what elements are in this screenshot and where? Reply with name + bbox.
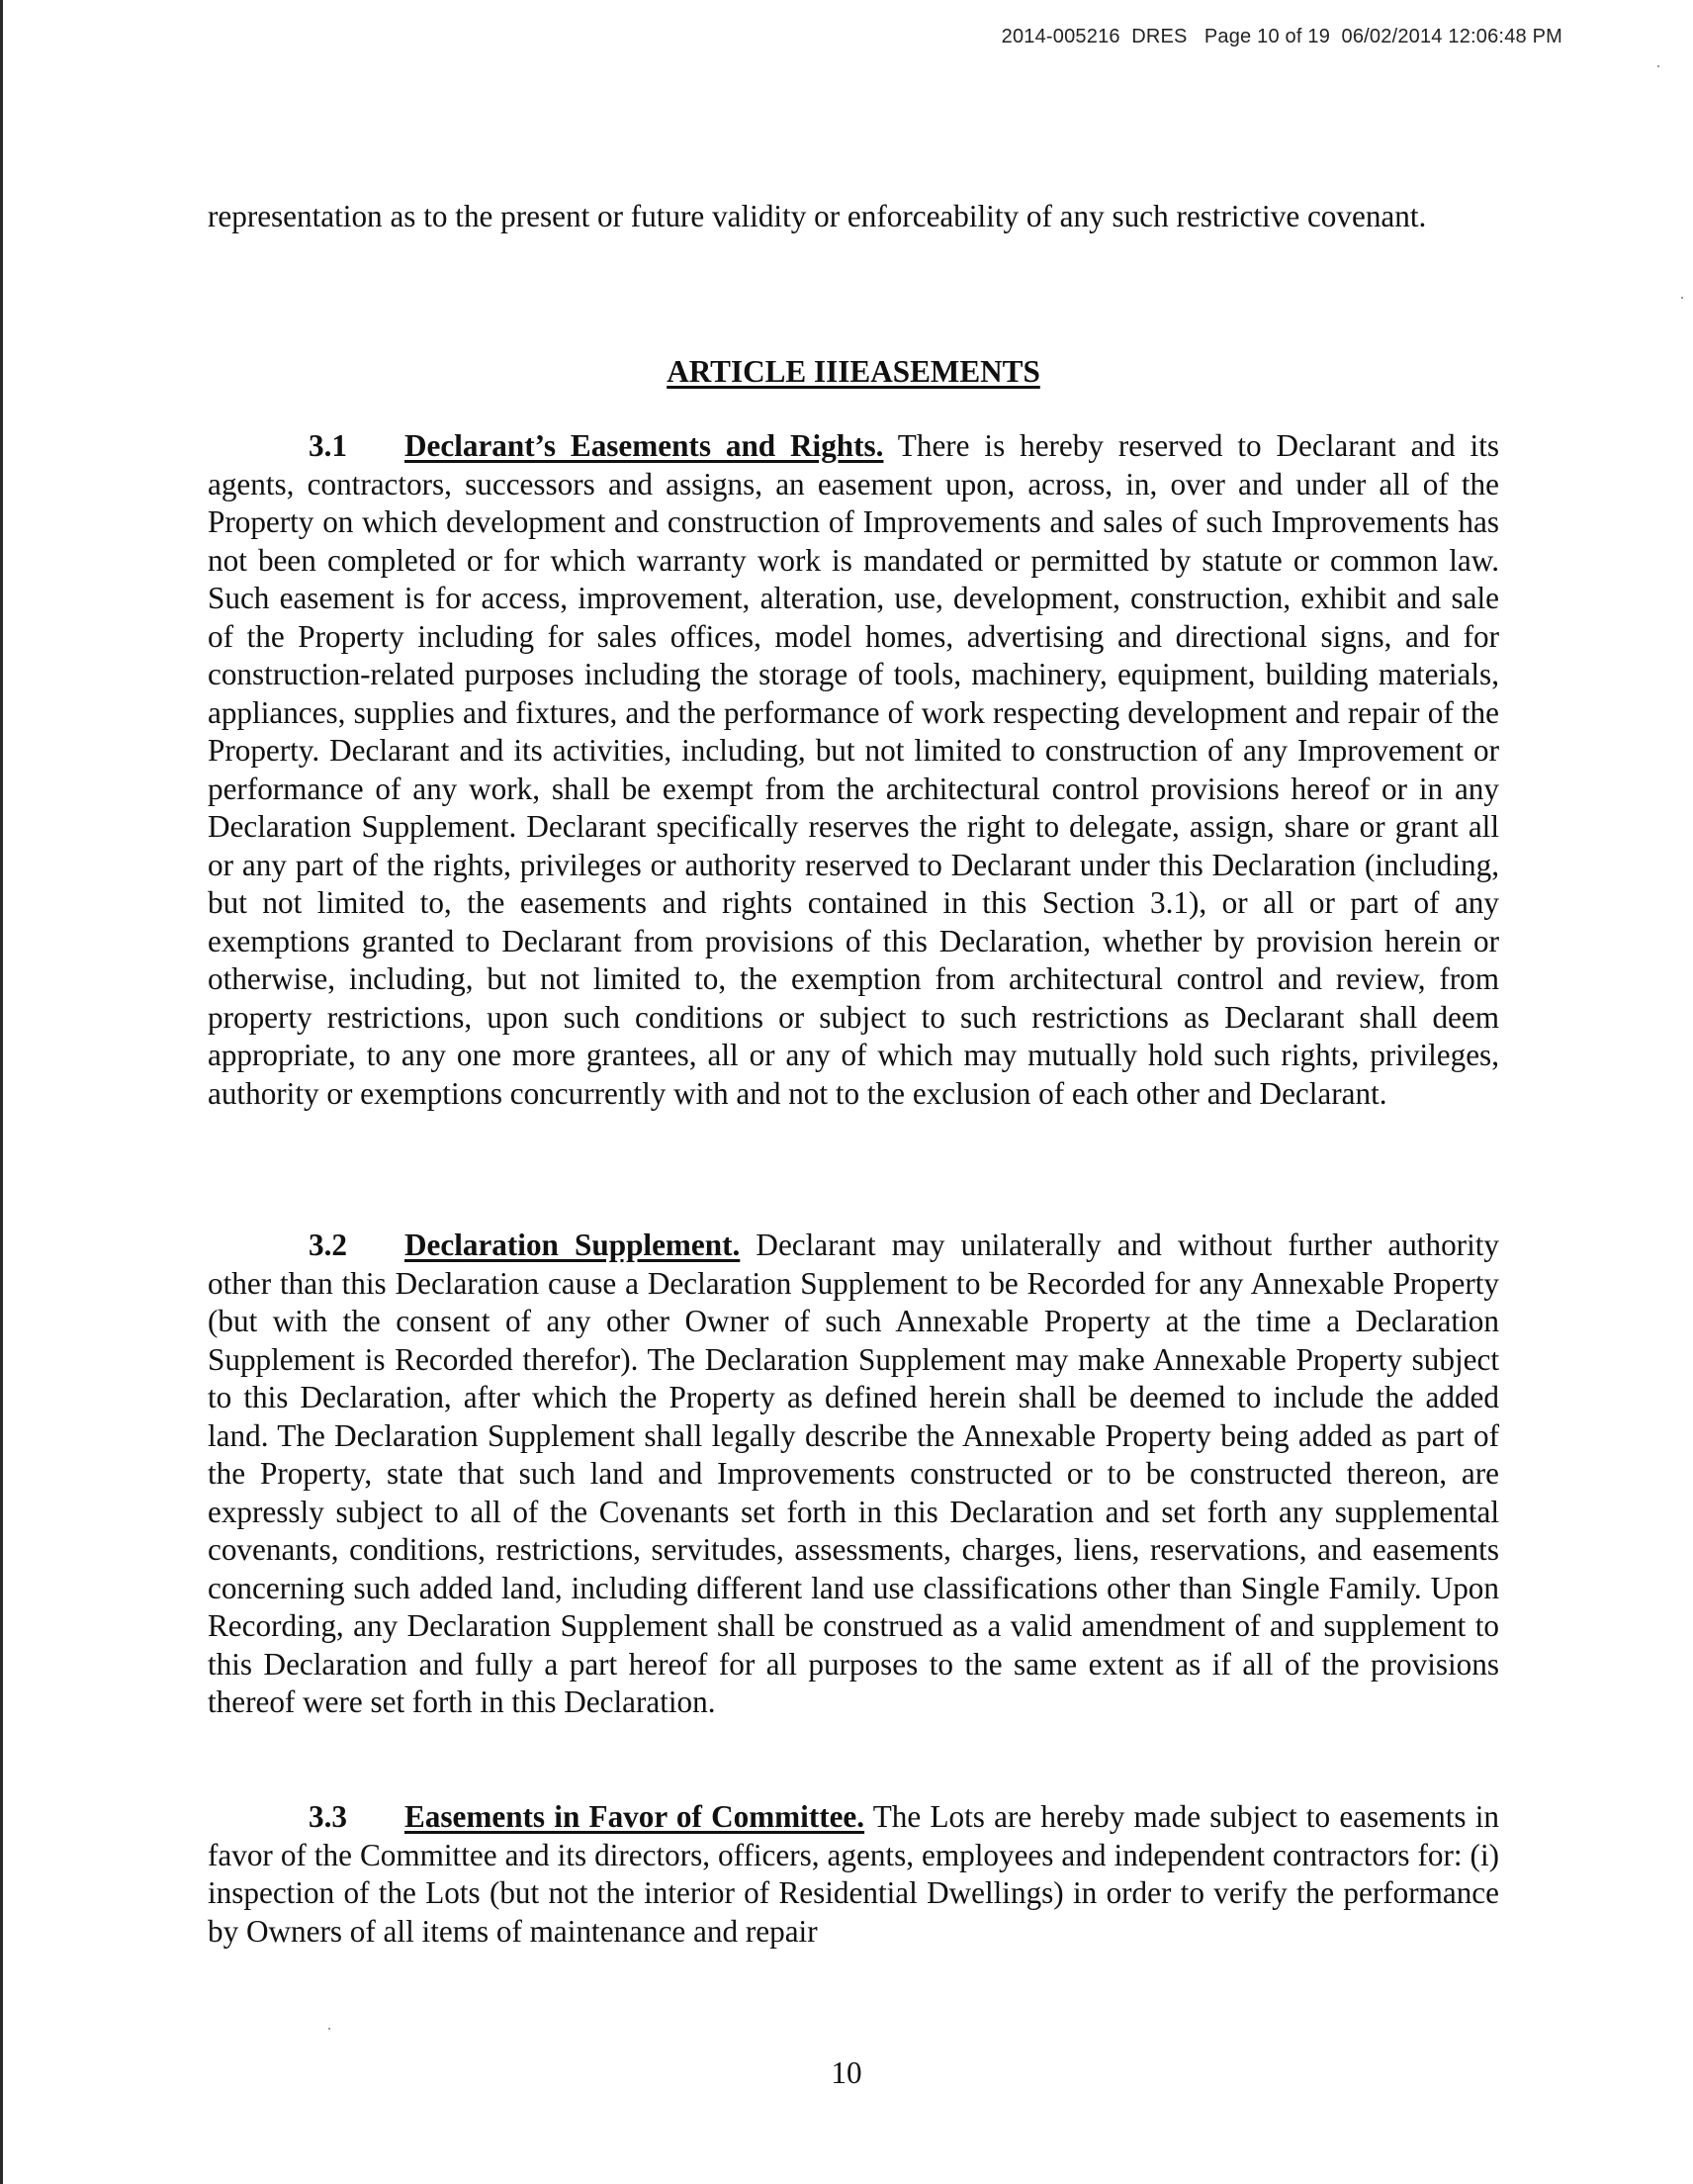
scan-speck bbox=[1681, 297, 1683, 299]
section-title: Easements in Favor of Committee. bbox=[404, 1799, 865, 1834]
section-number: 3.2 bbox=[309, 1228, 347, 1262]
recording-stamp: 2014-005216 DRES Page 10 of 19 06/02/2014 12:06:48 PM bbox=[1001, 26, 1562, 47]
section-3-2-paragraph bbox=[208, 1227, 1499, 1722]
continuation-text: representation as to the present or future validity or enforceability of any such restrictive covenant. bbox=[208, 199, 1427, 233]
section-text: There is hereby reserved to Declarant and its agents, contractors, successors and assigns, an easement upon, across, in, over and under all of the Property on which development and construction of Improvements and sales of such Improvements has not been completed or for which warranty work is mandated or permitted by statute or common law. Such easement is for access, improvement, alteration, use, development, construction, exhibit and sale of the Property including for sales offices, model homes, advertising and directional signs, and for construction-related purposes including the storage of tools, machinery, equipment, building materials, appliances, supplies and fixtures, and the performance of work respecting development and repair of the Property. Declarant and its activities, including, but not limited to construction of any Improvement or performance of any work, shall be exempt from the architectural control provisions hereof or in any Declaration Supplement. Declarant specifically reserves the right to delegate, assign, share or grant all or any part of the rights, privileges or authority reserved to Declarant under this Declaration (including, but not limited to, the easements and rights contained in this Section 3.1), or all or part of any exemptions granted to Declarant from provisions of this Declaration, whether by provision herein or otherwise, including, but not limited to, the exemption from architectural control and review, from property restrictions, upon such conditions or subject to such restrictions as Declarant shall deem appropriate, to any one more grantees, all or any of which may mutually hold such rights, privileges, authority or exemptions concurrently with and not to the exclusion of each other and Declarant. bbox=[208, 428, 1499, 1111]
section-3-1-paragraph bbox=[208, 427, 1499, 1113]
section-number: 3.3 bbox=[309, 1799, 347, 1834]
article-heading: ARTICLE IIIEASEMENTS bbox=[667, 354, 1040, 389]
scan-speck bbox=[328, 2028, 330, 2030]
continuation-paragraph bbox=[208, 198, 1499, 236]
section-number: 3.1 bbox=[309, 428, 347, 463]
scan-left-border bbox=[0, 0, 3, 2184]
scan-speck bbox=[1657, 65, 1659, 67]
page-number: 10 bbox=[831, 2055, 862, 2090]
section-title: Declarant’s Easements and Rights. bbox=[404, 428, 884, 463]
section-text: The Lots are hereby made subject to easements in favor of the Committee and its directors, officers, agents, employees and independent contractors for: (i) inspection of the Lots (but not the interior of Residential Dwellings) in order to verify the performance by Owners of all items of maintenance and repair bbox=[208, 1799, 1499, 1949]
section-3-3-paragraph bbox=[208, 1798, 1499, 1951]
section-title: Declaration Supplement. bbox=[404, 1228, 741, 1262]
section-text: Declarant may unilaterally and without further authority other than this Declaration cause a Declaration Supplement to be Recorded for any Annexable Property (but with the consent of any other Owner of such Annexable Property at the time a Declaration Supplement is Recorded therefor). The Declaration Supplement may make Annexable Property subject to this Declaration, after which the Property as defined herein shall be deemed to include the added land. The Declaration Supplement shall legally describe the Annexable Property being added as part of the Property, state that such land and Improvements constructed or to be constructed thereon, are expressly subject to all of the Covenants set forth in this Declaration and set forth any supplemental covenants, conditions, restrictions, servitudes, assessments, charges, liens, reservations, and easements concerning such added land, including different land use classifications other than Single Family. Upon Recording, any Declaration Supplement shall be construed as a valid amendment of and supplement to this Declaration and fully a part hereof for all purposes to the same extent as if all of the provisions thereof were set forth in this Declaration. bbox=[208, 1228, 1499, 1719]
